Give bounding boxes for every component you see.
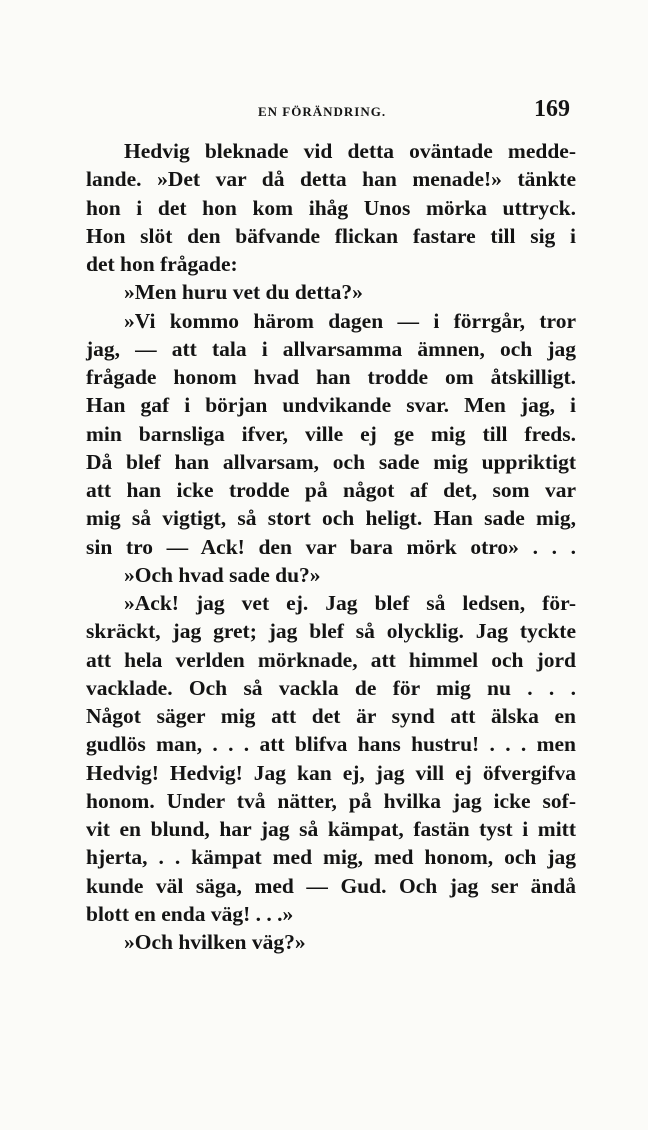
text-line: hon i det hon kom ihåg Unos mörka uttryck.: [86, 195, 576, 220]
text-line: att han icke trodde på något af det, som var: [86, 478, 576, 502]
text-line: »Och hvilken väg?»: [124, 930, 306, 954]
text-line: »Men huru vet du detta?»: [124, 280, 363, 305]
text-line: »Vi kommo härom dagen — i förrgår, tror: [124, 308, 576, 333]
text-line: min barnsliga ifver, ville ej ge mig till freds.: [86, 421, 576, 446]
text-line: jag, — att tala i allvarsamma ämnen, och jag: [86, 336, 576, 361]
running-head: [86, 96, 580, 126]
text-line: Något säger mig att det är synd att älska en: [86, 704, 576, 728]
text-line: mig så vigtigt, så stort och heligt. Han sade mig,: [86, 506, 576, 531]
text-line: Hedvig! Hedvig! Jag kan ej, jag vill ej öfvergifva: [86, 760, 576, 785]
text-line: blott en enda väg! . . .»: [86, 901, 294, 926]
text-line: lande. »Det var då detta han menade!» tänkte: [86, 167, 576, 192]
text-line: Hon slöt den bäfvande flickan fastare till sig i: [86, 223, 576, 248]
text-line: Då blef han allvarsam, och sade mig uppriktigt: [86, 449, 576, 474]
text-line: »Och hvad sade du?»: [124, 562, 321, 587]
body-text: [86, 137, 576, 956]
text-line: hjerta, . . kämpat med mig, med honom, och jag: [86, 845, 576, 870]
running-title: EN FÖRÄNDRING.: [258, 104, 387, 119]
text-line: sin tro — Ack! den var bara mörk otro» . . .: [86, 534, 576, 559]
text-line: skräckt, jag gret; jag blef så olycklig. Jag tyckte: [86, 619, 576, 644]
text-line: att hela verlden mörknade, att himmel och jord: [86, 647, 576, 672]
text-line: »Ack! jag vet ej. Jag blef så ledsen, för-: [124, 591, 576, 615]
text-line: frågade honom hvad han trodde om åtskilligt.: [86, 365, 576, 389]
text-line: kunde väl säga, med — Gud. Och jag ser ändå: [86, 873, 576, 898]
text-line: vacklade. Och så vackla de för mig nu . . .: [86, 675, 576, 700]
text-line: vit en blund, har jag så kämpat, fastän tyst i mitt: [86, 817, 576, 841]
text-line: Han gaf i början undvikande svar. Men jag, i: [86, 393, 576, 418]
text-line: Hedvig bleknade vid detta oväntade medde-: [124, 139, 576, 163]
page-number: 169: [534, 96, 570, 122]
text-line: det hon frågade:: [86, 252, 238, 276]
text-line: gudlös man, . . . att blifva hans hustru! . . . men: [86, 732, 576, 757]
text-line: honom. Under två nätter, på hvilka jag icke sof-: [86, 788, 576, 813]
